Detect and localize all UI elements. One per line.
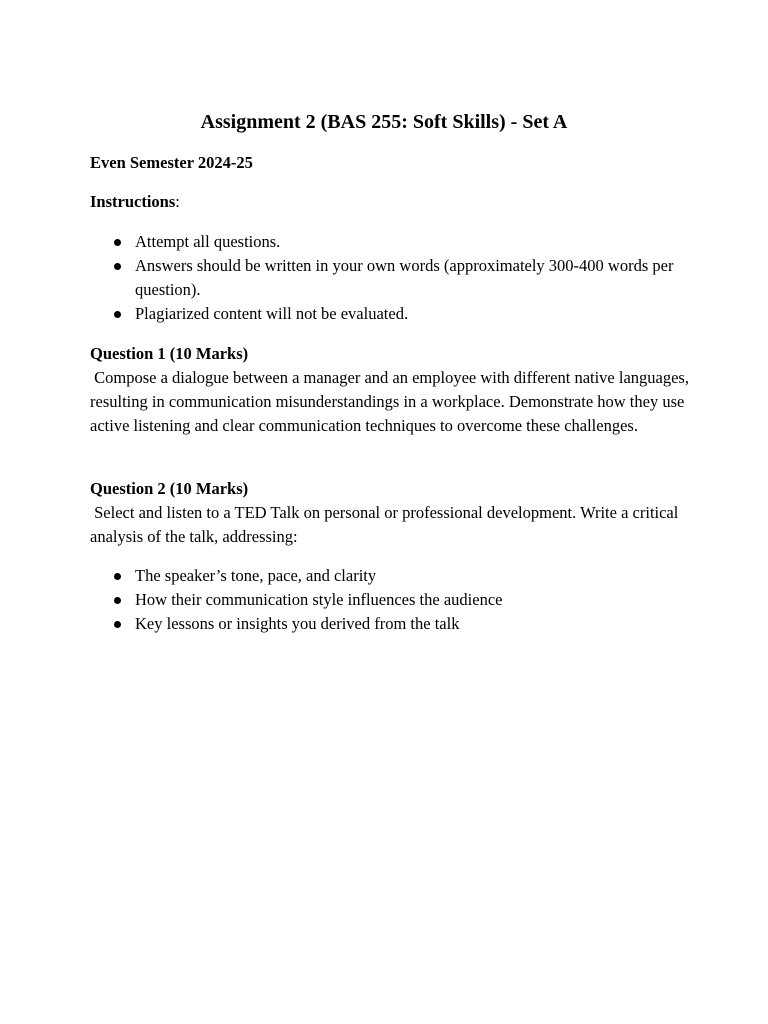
instructions-colon: : (175, 192, 180, 211)
bullet-icon (114, 311, 121, 318)
bullet-icon (114, 597, 121, 604)
list-item (90, 588, 690, 612)
list-item (90, 612, 690, 636)
bullet-icon (114, 239, 121, 246)
page-title: Assignment 2 (BAS 255: Soft Skills) - Set A (200, 111, 568, 133)
instructions-list (90, 230, 690, 326)
point-text: The speaker’s tone, pace, and clarity (135, 566, 377, 585)
list-item (90, 564, 690, 588)
instruction-text: Answers should be written in your own words (approximately 300-400 words per question). (135, 256, 674, 299)
question2-body: Select and listen to a TED Talk on personal or professional development. Write a critical analysis of the talk, addressing: (90, 503, 683, 546)
bullet-icon (114, 621, 121, 628)
question1-body: Compose a dialogue between a manager and an employee with different native languages, resulting in communication misunderstandings in a workplace. Demonstrate how they use active listening and clear communication techniques to overcome these challenges. (90, 368, 694, 435)
question2-heading: Question 2 (10 Marks) (90, 479, 249, 498)
bullet-icon (114, 263, 121, 270)
list-item (90, 302, 690, 326)
question1-heading: Question 1 (10 Marks) (90, 344, 249, 363)
instruction-text: Attempt all questions. (135, 232, 281, 251)
list-item (90, 254, 690, 302)
question2-points-list (90, 564, 690, 636)
semester-line: Even Semester 2024-25 (90, 153, 253, 172)
list-item (90, 230, 690, 254)
bullet-icon (114, 573, 121, 580)
instructions-label: Instructions (90, 192, 176, 211)
point-text: How their communication style influences the audience (135, 590, 503, 609)
instruction-text: Plagiarized content will not be evaluated. (135, 304, 409, 323)
point-text: Key lessons or insights you derived from the talk (135, 614, 460, 633)
instructions-heading (90, 190, 690, 214)
